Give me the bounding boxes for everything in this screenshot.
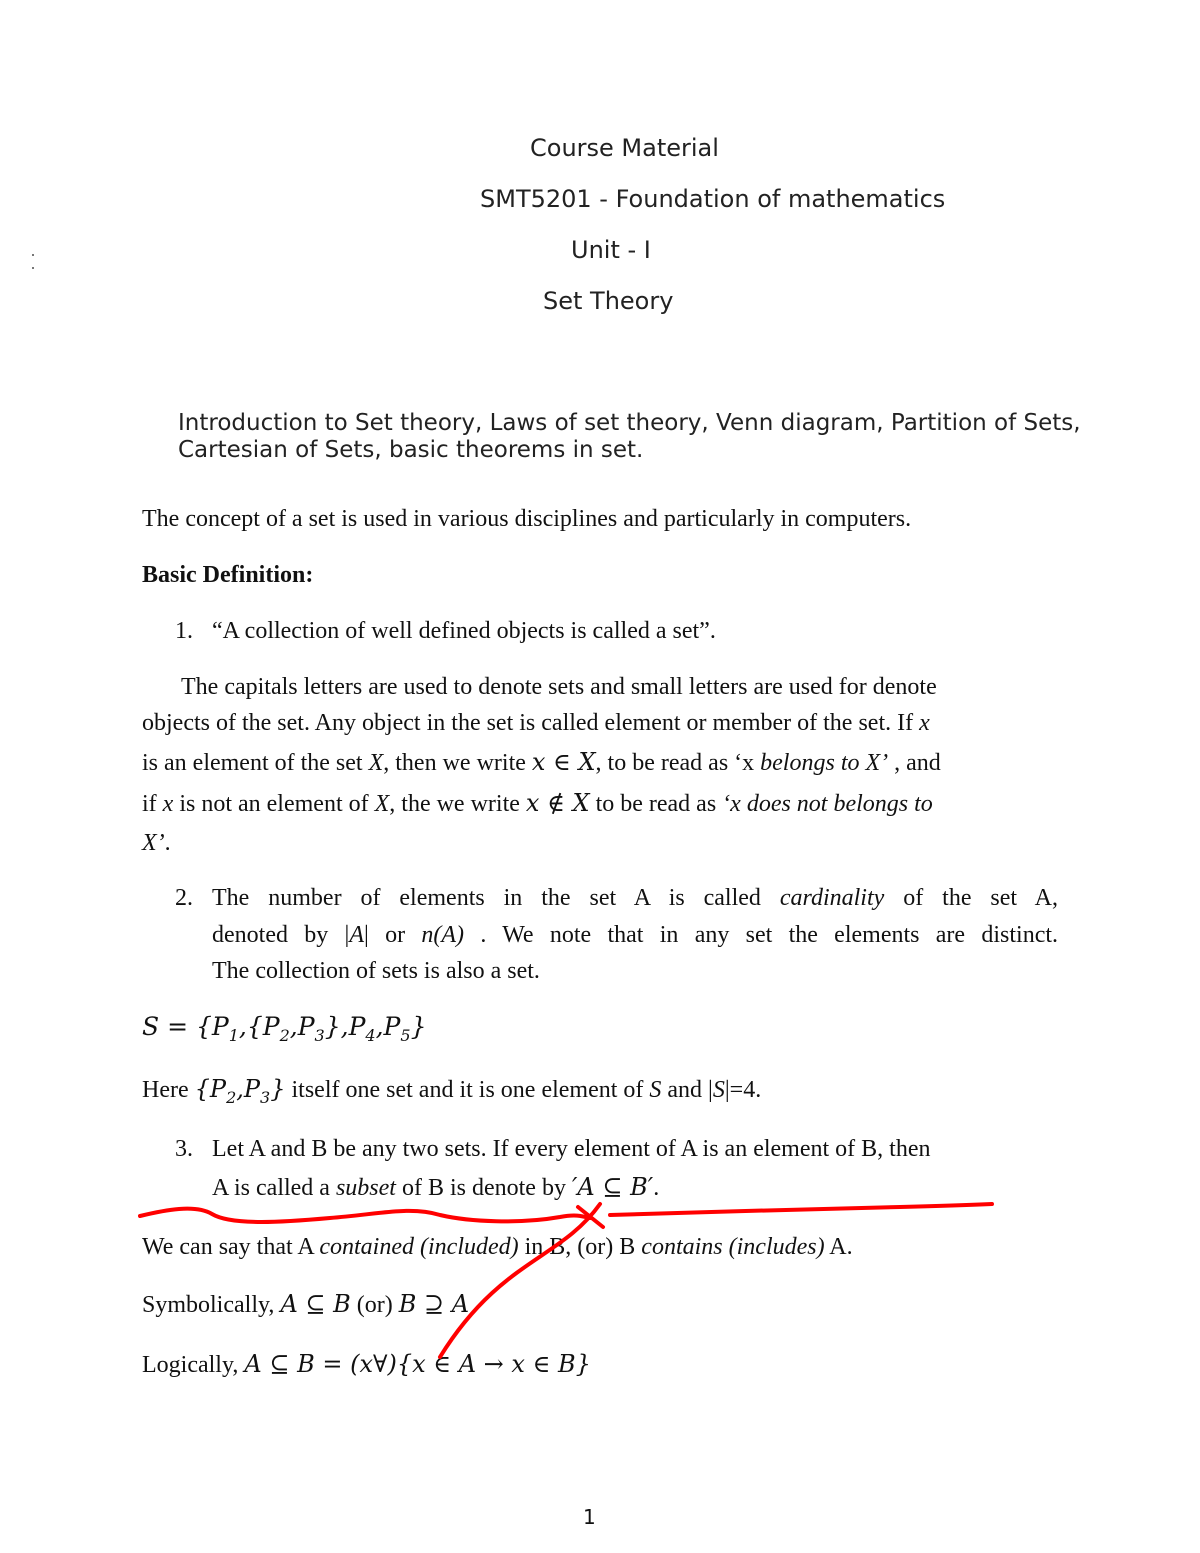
- unit-title: Unit - I: [571, 236, 651, 264]
- list-number-3: 3.: [175, 1136, 193, 1162]
- red-underline-stroke: [610, 1204, 992, 1215]
- red-cross-stroke: [578, 1207, 603, 1227]
- logical-line: Logically, A ⊆ B = (x∀){x ∈ A → x ∈ B}: [142, 1350, 591, 1378]
- definition-2-line-3: The collection of sets is also a set.: [212, 958, 540, 984]
- definition-2-line-2: denoted by |A| or n(A) . We note that in any set the elements are distinct.: [212, 922, 1059, 948]
- doc-title: Course Material: [530, 134, 719, 162]
- topic-title: Set Theory: [543, 287, 674, 315]
- margin-mark: [32, 267, 34, 269]
- definition-3-line-1: Let A and B be any two sets. If every element of A is an element of B, then: [212, 1136, 931, 1162]
- intro-line-1: Introduction to Set theory, Laws of set theory, Venn diagram, Partition of Sets,: [178, 410, 1081, 436]
- set-equation: $S = \{P_1,\{P_2,P_3\},P_4,P_5\}$: [142, 1012, 427, 1045]
- para-line-1: The capitals letters are used to denote sets and small letters are used for denote: [181, 674, 937, 700]
- margin-mark: [32, 254, 34, 256]
- para-line-5: X’.: [142, 830, 171, 856]
- here-line: Here $\{P_2,P_3\}$ itself one set and it is one element of S and |S|=4.: [142, 1075, 762, 1107]
- definition-2-line-1: The number of elements in the set A is called cardinality of the set A,: [212, 885, 1058, 911]
- para-line-4: if x is not an element of X, the we write x ∉ X to be read as ‘x does not belongs to: [142, 789, 933, 817]
- contain-line: We can say that A contained (included) in B, (or) B contains (includes) A.: [142, 1234, 853, 1260]
- red-underline-stroke: [140, 1209, 590, 1222]
- symbolic-line: Symbolically, A ⊆ B (or) B ⊇ A: [142, 1290, 470, 1318]
- definition-3-line-2: A is called a subset of B is denote by ′A ⊆ B′.: [212, 1173, 660, 1201]
- red-slash-stroke: [440, 1204, 600, 1357]
- para-line-3: is an element of the set X, then we write x ∈ X, to be read as ‘x belongs to X’ , and: [142, 748, 941, 776]
- concept-paragraph: The concept of a set is used in various disciplines and particularly in computers.: [142, 506, 912, 532]
- definition-1: “A collection of well defined objects is called a set”.: [212, 618, 716, 644]
- course-title: SMT5201 - Foundation of mathematics: [480, 185, 946, 213]
- list-number-2: 2.: [175, 885, 193, 911]
- list-number-1: 1.: [175, 618, 193, 644]
- intro-line-2: Cartesian of Sets, basic theorems in set.: [178, 437, 644, 463]
- section-heading: Basic Definition:: [142, 562, 314, 588]
- page-number: 1: [583, 1505, 596, 1529]
- para-line-2: objects of the set. Any object in the set is called element or member of the set. If x: [142, 710, 930, 736]
